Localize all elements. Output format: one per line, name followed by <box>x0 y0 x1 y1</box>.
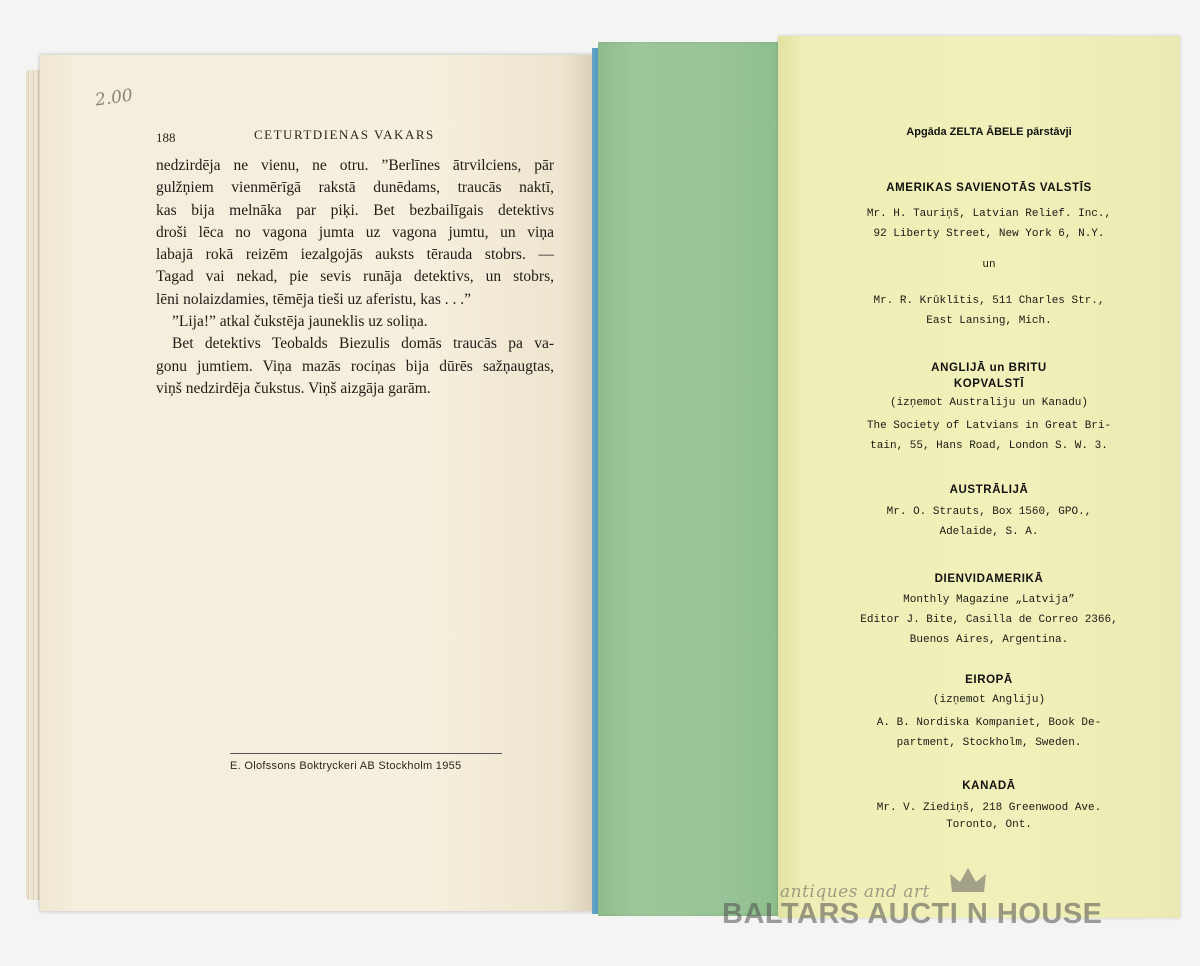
text-line: gulžņiem vienmērīgā rakstā dunēdams, traucās naktī, <box>156 179 554 197</box>
address-line: Monthly Magazine „Latvija” <box>903 594 1075 606</box>
watermark-tagline: antiques and art <box>780 882 930 902</box>
address-line: Mr. V. Ziediņš, 218 Greenwood Ave. <box>876 802 1102 814</box>
address-line: partment, Stockholm, Sweden. <box>896 737 1082 749</box>
text-line: nedzirdēja ne vienu, ne otru. ”Berlīnes ātrvilciens, pār <box>156 157 554 174</box>
publisher-heading: Apgāda ZELTA ĀBELE pārstāvji <box>906 126 1072 138</box>
section-heading-usa: AMERIKAS SAVIENOTĀS VALSTĪS <box>886 182 1092 194</box>
address-line: tain, 55, Hans Road, London S. W. 3. <box>870 440 1108 452</box>
address-line: A. B. Nordiska Kompaniet, Book De- <box>876 717 1102 729</box>
text-line: Tagad vai nekad, pie sevis runāja detektivs, un stobrs, <box>156 268 554 286</box>
text-line: Bet detektivs Teobalds Biezulis domās traucās pa va- <box>172 335 554 353</box>
printer-imprint: E. Olofssons Boktryckeri AB Stockholm 1955 <box>230 760 462 772</box>
address-line: (izņemot Australiju un Kanadu) <box>889 397 1089 409</box>
text-line: labajā rokā reizēm iezalgojās auksts tērauda stobrs. — <box>156 246 554 264</box>
section-heading-canada: KANADĀ <box>962 780 1016 792</box>
section-heading-uk-2: KOPVALSTĪ <box>953 378 1025 390</box>
running-head: CETURTDIENAS VAKARS <box>254 127 435 142</box>
text-line: ”Lija!” atkal čukstēja jauneklis uz soliņa. <box>172 313 428 331</box>
green-cover-flap <box>598 42 784 916</box>
text-line: lēni nolaizdamies, tēmēja tieši uz aferistu, kas . . .” <box>156 290 472 308</box>
text-line: kas bija melnāka par piķi. Bet bezbailīgais detektivs <box>156 201 554 219</box>
address-line: The Society of Latvians in Great Bri- <box>866 420 1112 432</box>
text-line: gonu jumtiem. Viņa mazās rociņas bija dūrēs sažņaugtas, <box>156 357 554 375</box>
body-text <box>156 155 554 400</box>
text-line: droši lēca no vagona jumta uz vagona jumtu, un viņa <box>156 223 554 241</box>
section-heading-australia: AUSTRĀLIJĀ <box>949 484 1029 496</box>
section-heading-south-america: DIENVIDAMERIKĀ <box>934 573 1044 585</box>
address-line: Mr. H. Tauriņš, Latvian Relief. Inc., <box>866 208 1112 220</box>
address-line: Editor J. Bite, Casilla de Correo 2366, <box>860 614 1118 626</box>
address-line: Mr. O. Strauts, Box 1560, GPO., <box>886 506 1092 518</box>
printer-rule-divider <box>230 753 502 754</box>
separator-word: un <box>982 259 996 271</box>
pencil-price-note: 2.00 <box>93 85 135 111</box>
address-line: Toronto, Ont. <box>946 819 1032 831</box>
section-heading-uk: ANGLIJĀ un BRITU <box>931 362 1047 374</box>
section-heading-europe: EIROPĀ <box>965 674 1013 686</box>
page-number: 188 <box>156 130 176 145</box>
address-line: Buenos Aires, Argentina. <box>909 634 1069 646</box>
address-line: 92 Liberty Street, New York 6, N.Y. <box>873 228 1105 240</box>
text-line: viņš nedzirdēja čukstus. Viņš aizgāja garām. <box>156 379 431 397</box>
address-line: (izņemot Angliju) <box>932 694 1046 706</box>
watermark-logo-text: BALTARS AUCTI N HOUSE <box>722 898 1103 930</box>
address-line: Mr. R. Krūklītis, 511 Charles Str., <box>873 295 1105 307</box>
address-line: Adelaide, S. A. <box>939 526 1039 538</box>
address-line: East Lansing, Mich. <box>926 315 1052 327</box>
